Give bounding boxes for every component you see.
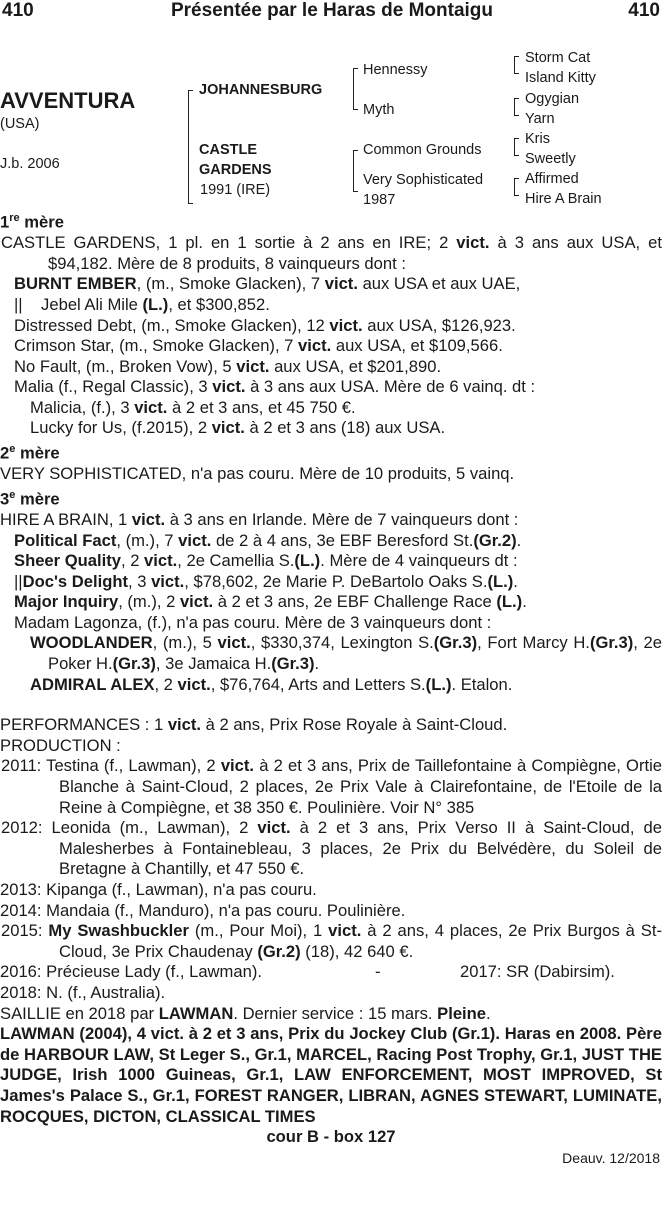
first-dam-intro: CASTLE GARDENS, 1 pl. en 1 sortie à 2 ans en IRE; 2 vict. à 3 ans aux USA, et $94,182. Mère de 8 produits, 8 vainqueurs dont :	[1, 233, 662, 273]
bracket-dam	[353, 150, 358, 192]
production-2011: 2011: Testina (f., Lawman), 2 vict. à 2 et 3 ans, Prix de Taillefontaine à Compiègne, Ortie Blanche à Saint-Cloud, 2 places, 2e Prix Vale à Clairefontaine, de l'Etoile de la Reine à Compiègne, et 38 350 €. Poulinière. Voir N° 385	[1, 756, 662, 817]
dam-sire: Common Grounds	[363, 142, 482, 158]
pedigree	[0, 46, 664, 214]
lot-number-right: 410	[628, 0, 660, 21]
production-2013: 2013: Kipanga (f., Lawman), n'a pas couru.	[0, 880, 317, 899]
produce-admiral-alex: ADMIRAL ALEX, 2 vict., $76,764, Arts and Letters S.(L.). Etalon.	[30, 674, 513, 694]
production-2016-2017: 2016: Précieuse Lady (f., Lawman). - 2017: SR (Dabirsim).	[0, 962, 615, 982]
performances: PERFORMANCES : 1 vict. à 2 ans, Prix Rose Royale à Saint-Cloud.	[0, 715, 508, 735]
sire-sire: Hennessy	[363, 62, 428, 78]
ssd: Island Kitty	[525, 70, 596, 86]
produce-major-inquiry: Major Inquiry, (m.), 2 vict. à 2 et 3 ans, 2e EBF Challenge Race (L.).	[14, 592, 527, 612]
horse-details: J.b. 2006	[0, 156, 60, 172]
bracket-gen1	[188, 90, 193, 204]
sale-reference: Deauv. 12/2018	[562, 1149, 660, 1166]
catalogue-text	[0, 208, 662, 1168]
second-dam-text: VERY SOPHISTICATED, n'a pas couru. Mère de 10 produits, 5 vainq.	[0, 464, 515, 484]
sire-dam: Myth	[363, 102, 395, 118]
bracket-sire	[353, 68, 358, 110]
sire-name: JOHANNESBURG	[199, 82, 323, 98]
produce-burnt-ember-cont: || Jebel Ali Mile (L.), et $300,852.	[14, 294, 270, 314]
consignor-title: Présentée par le Haras de Montaigu	[170, 0, 494, 21]
produce-woodlander: WOODLANDER, (m.), 5 vict., $330,374, Lexington S.(Gr.3), Fort Marcy H.(Gr.3), 2e Poker H.(Gr.3), 3e Jamaica H.(Gr.3).	[30, 633, 662, 674]
produce-distressed-debt: Distressed Debt, (m., Smoke Glacken), 12 vict. aux USA, $126,923.	[14, 315, 516, 335]
sdd: Yarn	[525, 111, 555, 127]
produce-sheer-quality: Sheer Quality, 2 vict., 2e Camellia S.(L.). Mère de 4 vainqueurs dt :	[14, 551, 518, 571]
third-dam-intro: HIRE A BRAIN, 1 vict. à 3 ans en Irlande. Mère de 7 vainqueurs dont :	[0, 509, 519, 529]
dds: Affirmed	[525, 171, 579, 187]
produce-no-fault: No Fault, (m., Broken Vow), 5 vict. aux USA, et $201,890.	[14, 356, 442, 376]
bracket-g3-4	[514, 178, 519, 196]
first-dam-heading: 1re mère	[0, 212, 64, 232]
dss: Kris	[525, 131, 550, 147]
dam-year: 1991 (IRE)	[200, 182, 271, 198]
horse-country: (USA)	[0, 116, 40, 132]
produce-malia: Malia (f., Regal Classic), 3 vict. à 3 ans aux USA. Mère de 6 vainq. dt :	[14, 377, 536, 397]
production-heading: PRODUCTION :	[0, 735, 121, 755]
production-2015: 2015: My Swashbuckler (m., Pour Moi), 1 vict. à 2 ans, 4 places, 2e Prix Burgos à St-Cloud, 3e Prix Chaudenay (Gr.2) (18), 42 640 €.	[1, 921, 662, 961]
third-dam-heading: 3e mère	[0, 488, 60, 509]
second-dam-heading: 2e mère	[0, 443, 60, 463]
produce-docs-delight: ||Doc's Delight, 3 vict., $78,602, 2e Marie P. DeBartolo Oaks S.(L.).	[14, 571, 518, 591]
production-2014: 2014: Mandaia (f., Manduro), n'a pas couru. Poulinière.	[0, 900, 406, 920]
ddd: Hire A Brain	[525, 191, 602, 207]
stable-location: cour B - box 127	[266, 1127, 396, 1147]
dam-dam: Very Sophisticated	[363, 172, 484, 188]
production-2012: 2012: Leonida (m., Lawman), 2 vict. à 2 et 3 ans, Prix Verso II à Saint-Cloud, de Malesherbes à Fontainebleau, 3 places, 2e Prix du Belvédère, du Soleil de Bretagne à Chantilly, et 47 550 €.	[1, 818, 662, 879]
produce-crimson-star: Crimson Star, (m., Smoke Glacken), 7 vict. aux USA, et $109,566.	[14, 336, 503, 356]
dam-dam-year: 1987	[363, 192, 396, 208]
lot-number-left: 410	[2, 0, 34, 21]
dam-name-line1: CASTLE	[199, 142, 257, 158]
bracket-g3-2	[514, 98, 519, 116]
production-2018: 2018: N. (f., Australia).	[0, 982, 166, 1002]
bracket-g3-1	[514, 56, 519, 74]
page-header	[0, 0, 664, 24]
sds: Ogygian	[525, 91, 580, 107]
produce-lucky-for-us: Lucky for Us, (f.2015), 2 vict. à 2 et 3 ans (18) aux USA.	[30, 418, 446, 438]
bracket-g3-3	[514, 138, 519, 156]
produce-political-fact: Political Fact, (m.), 7 vict. de 2 à 4 ans, 3e EBF Beresford St.(Gr.2).	[14, 530, 522, 550]
covering-sire-info: LAWMAN (2004), 4 vict. à 2 et 3 ans, Prix du Jockey Club (Gr.1). Haras en 2008. Père de HARBOUR LAW, St Leger S., Gr.1, MARCEL, Racing Post Trophy, Gr.1, JUST THE JUDGE, Irish 1000 Guineas, Gr.1, LAW ENFORCEMENT, MOST IMPROVED, St James's Palace S., Gr.1, FOREST RANGER, LIBRAN, AGNES STEWART, LUMINATE, ROCQUES, DICTON, CLASSICAL TIMES	[0, 1024, 662, 1126]
horse-name: AVVENTURA	[0, 88, 136, 113]
covering: SAILLIE en 2018 par LAWMAN. Dernier service : 15 mars. Pleine.	[0, 1003, 491, 1023]
dam-name-line2: GARDENS	[199, 162, 272, 178]
dsd: Sweetly	[525, 151, 576, 167]
sss: Storm Cat	[525, 50, 591, 66]
produce-madam-lagonza: Madam Lagonza, (f.), n'a pas couru. Mère de 3 vainqueurs dont :	[14, 612, 492, 632]
produce-malicia: Malicia, (f.), 3 vict. à 2 et 3 ans, et 45 750 €.	[30, 397, 356, 417]
produce-burnt-ember: BURNT EMBER, (m., Smoke Glacken), 7 vict. aux USA et aux UAE,	[14, 274, 521, 294]
